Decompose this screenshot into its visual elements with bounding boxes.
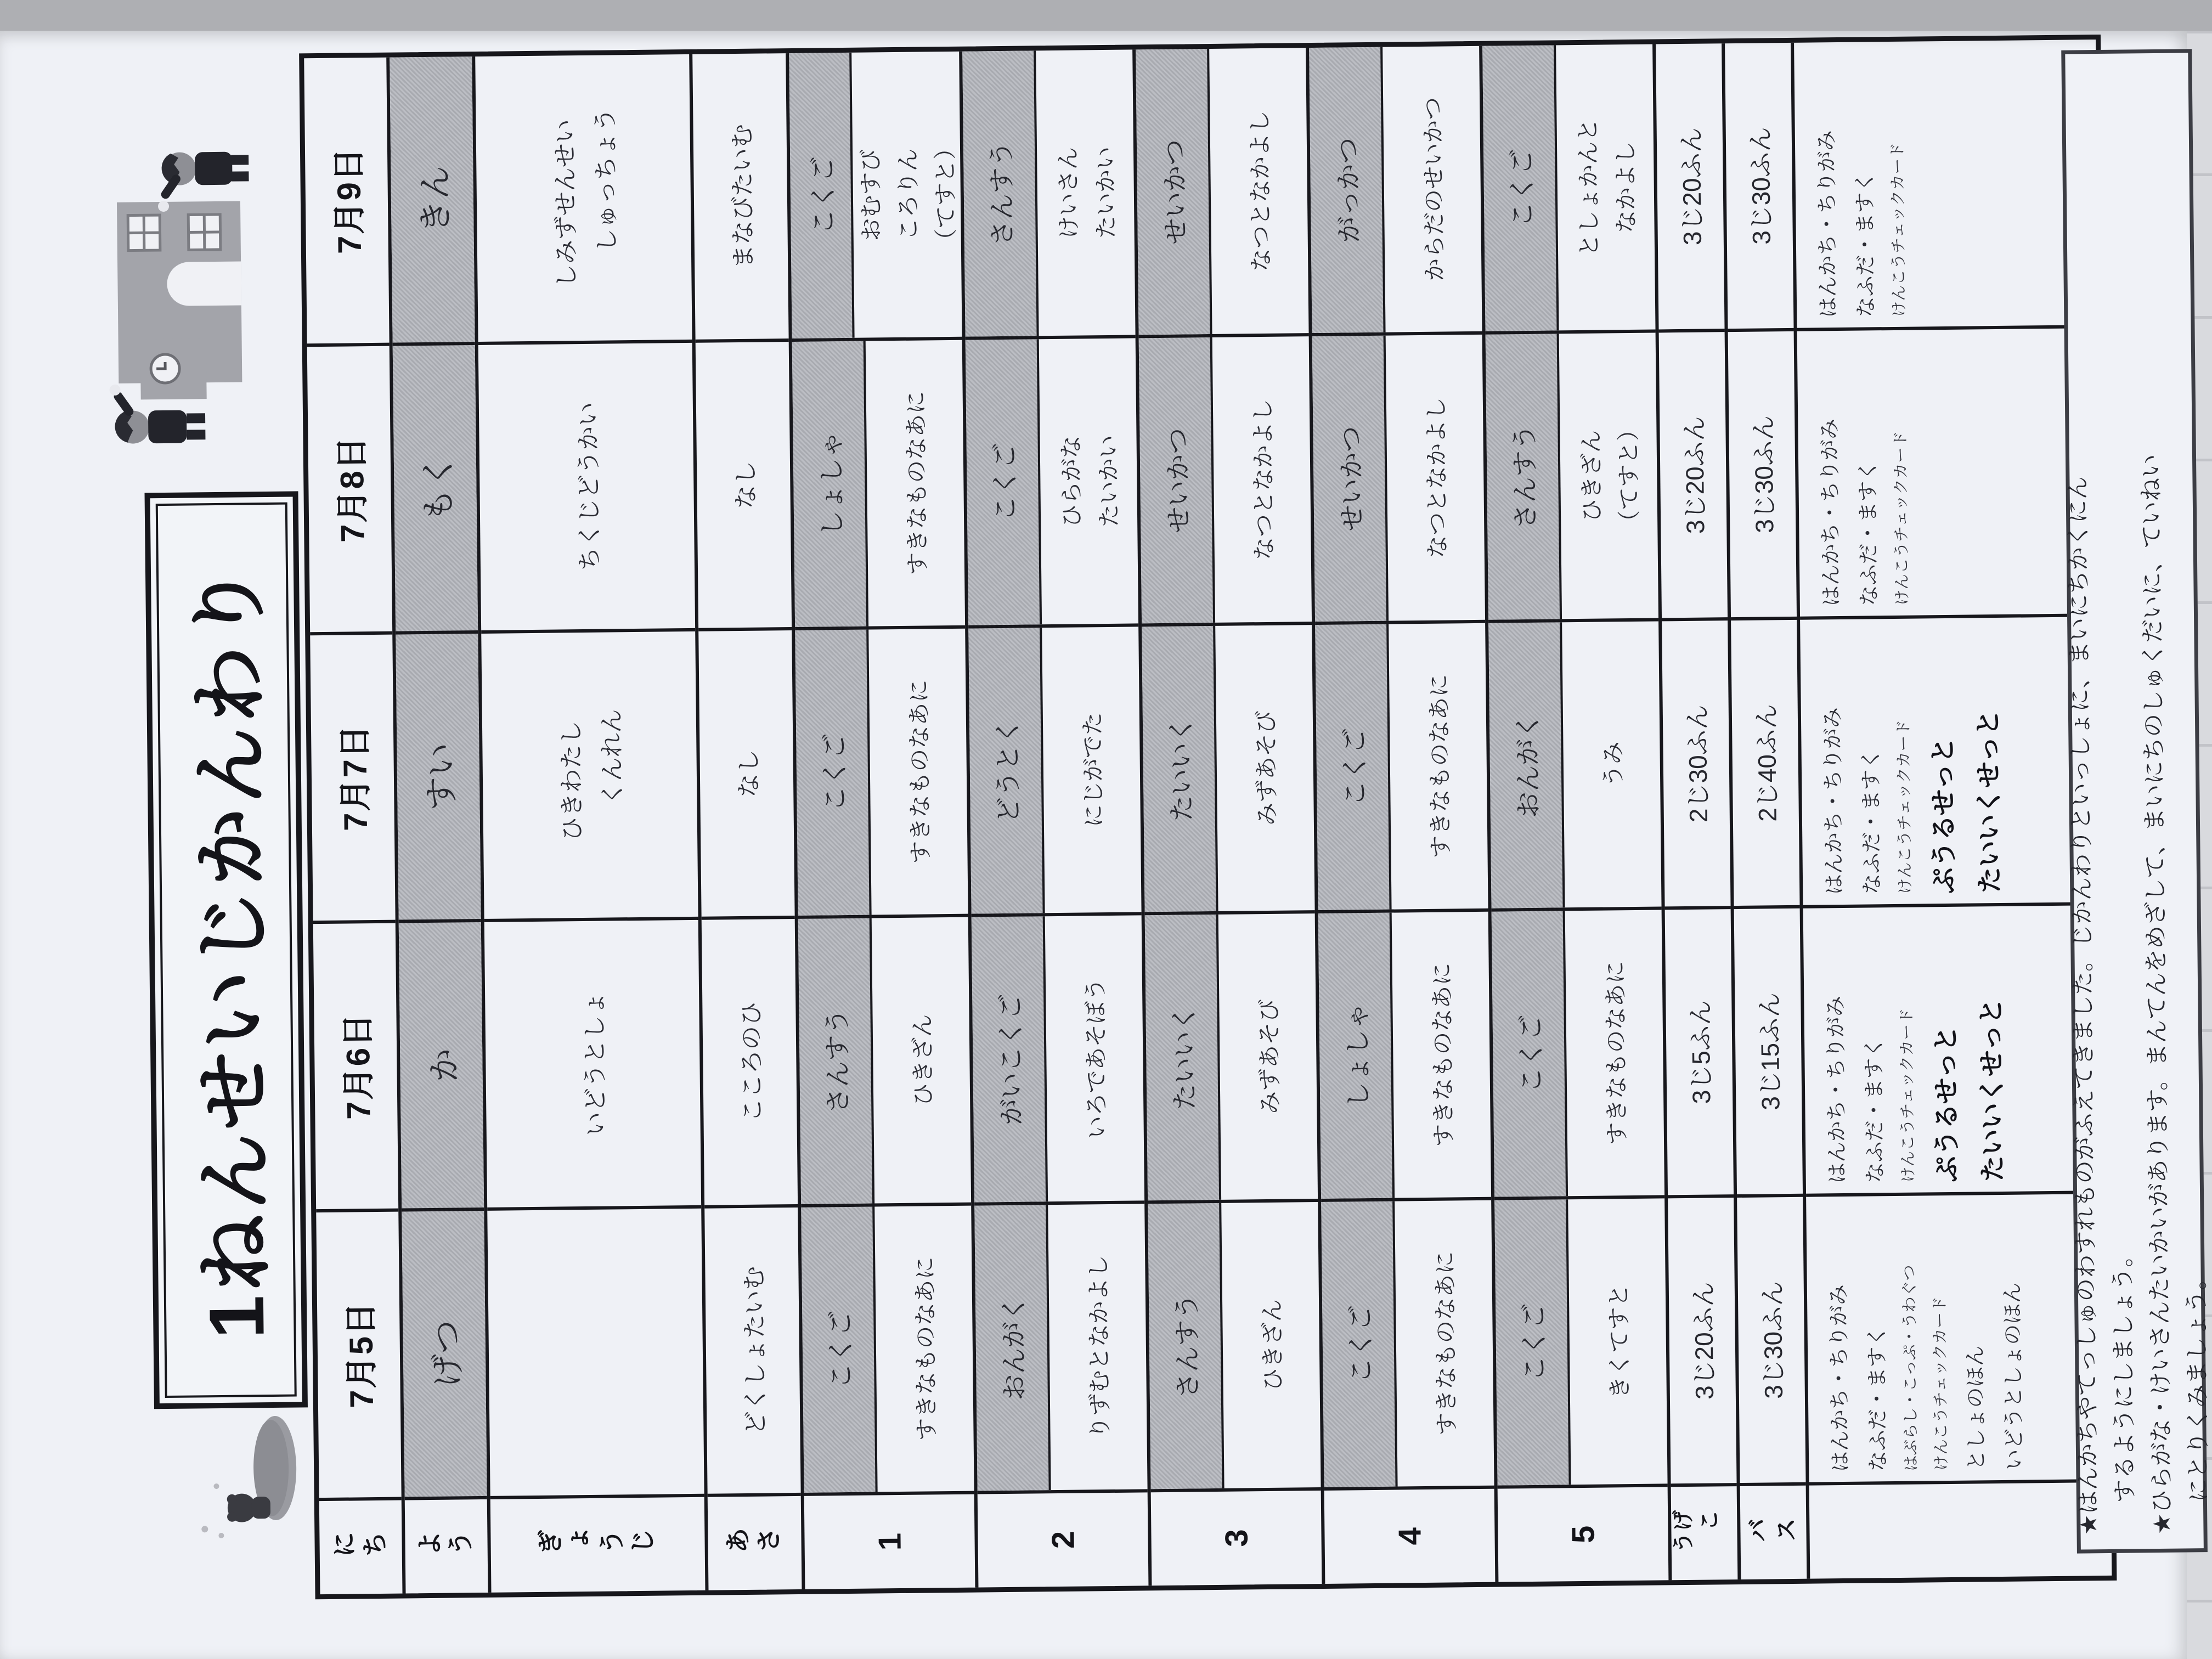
row-label-cell [708, 1496, 802, 1590]
subject: せいかつ [1312, 336, 1389, 622]
subject: どうとく [968, 628, 1045, 913]
subject: たいいく [1145, 915, 1221, 1200]
lesson-cell [1494, 1198, 1667, 1488]
row-label-cell: 5 [1565, 1525, 1601, 1544]
event-cell: いどうとしょ [484, 920, 701, 1211]
lesson-cell [1321, 1200, 1494, 1491]
topic: からだのせいかつ [1420, 97, 1448, 281]
belongings-cell: はんかち・ちりがみ なふだ・ますく けんこうチェックカード ぷうるせっと たいいくせっと [1800, 617, 2104, 909]
subject: しょしゃ [1318, 913, 1395, 1199]
lesson-cell [798, 917, 971, 1207]
topic: すきなものなあに [902, 391, 931, 575]
event-cell: ひきわたし くんれん [481, 631, 698, 922]
lesson-cell [1318, 912, 1491, 1202]
topic: きくてすと [1605, 1284, 1633, 1400]
morning-cell: まなびたいむ [692, 53, 788, 343]
lesson-cell [1136, 48, 1308, 338]
subject: がっかつ [1309, 47, 1385, 333]
footer-line: ★ひらがな・けいさんたいかいがあります。まんてんをめざして、まいにちのしゅくだいに、ていねい [2137, 454, 2176, 1535]
topic: ひらがな たいかい [1058, 435, 1122, 528]
subject: さんすう [798, 918, 874, 1204]
title-box-inner [156, 503, 297, 1398]
topic: すきなものなあに [912, 1256, 940, 1441]
lesson-cell [962, 49, 1135, 340]
topic: みずあそび [1256, 998, 1283, 1115]
morning-activity-row [692, 53, 805, 1590]
lesson-cell [1148, 1202, 1321, 1492]
belongings-cell: はんかち・ちりがみ なふだ・ますく けんこうチェックカード ぷうるせっと たいいくせっと [1803, 905, 2108, 1197]
corner-label: にち [330, 1532, 392, 1562]
topic: なつとなかよし [1249, 398, 1277, 561]
lesson-cell [1492, 910, 1664, 1200]
subject: せいかつ [1139, 337, 1215, 623]
period-5-row [1482, 44, 1672, 1582]
weekday-cell: すい [396, 634, 481, 923]
dismissal-time-cell: 2じ30ふん [1662, 620, 1731, 910]
topic: としょかんと なかよし [1575, 118, 1639, 257]
school-with-kids-icon [86, 124, 256, 466]
bus-time-cell: 3じ30ふん [1725, 43, 1794, 332]
timetable-grid [299, 35, 2117, 1599]
date-cell: 7月8日 [307, 346, 392, 636]
belongings-cell: はんかち・ちりがみ なふだ・ますく はぶらし・こっぷ・うわぐつ けんこうチェックカード としょのほん いどうとしょのほん [1806, 1194, 2111, 1486]
topic: なつとなかよし [1246, 110, 1274, 272]
bus-time-cell: 2じ40ふん [1731, 620, 1800, 909]
subject: こくご [1492, 911, 1568, 1197]
page-title: 1ねんせいじかんわり [185, 561, 281, 1340]
topic: おむすび ころりん （てすと） [857, 136, 959, 252]
lesson-cell [1315, 623, 1488, 913]
period-4-row [1309, 46, 1498, 1584]
row-label-cell: 1 [871, 1532, 908, 1551]
weekday-row [390, 57, 491, 1593]
dismissal-time-cell: 3じ5ふん [1665, 909, 1734, 1198]
weekday-cell: もく [393, 345, 478, 635]
topic: すきなものなあに [1432, 1251, 1460, 1436]
lesson-cell [966, 338, 1138, 628]
subject: こくご [1494, 1199, 1571, 1485]
subject: がいこくご [972, 916, 1048, 1202]
date-cell: 7月5日 [316, 1212, 401, 1502]
events-row-label: ぎょうじ [536, 1529, 659, 1560]
lesson-cell [1312, 335, 1485, 625]
subject: こくご [1482, 45, 1559, 331]
morning-cell: どくしょたいむ [704, 1207, 800, 1497]
subject: しょしゃ [792, 341, 868, 627]
subject: こくご [1321, 1201, 1397, 1487]
morning-cell: なし [698, 630, 794, 920]
subject: おんがく [974, 1205, 1051, 1491]
weekday-cell: きん [390, 57, 475, 346]
row-label-cell [1671, 1486, 1738, 1580]
event-cell: しみずせんせい しゅっちょう [475, 54, 692, 345]
subject: せいかつ [1136, 49, 1212, 335]
topic: ひきざん [909, 1014, 936, 1107]
morning-row-label: あさ [724, 1528, 786, 1558]
dismissal-time-cell: 3じ20ふん [1656, 43, 1725, 332]
footer-line: にとりくみましょう。 [2183, 1266, 2212, 1503]
topic: ひきざん [1259, 1299, 1286, 1392]
topic: みずあそび [1252, 710, 1280, 826]
row-label-cell-empty [1809, 1482, 2112, 1579]
subject: こくご [789, 53, 854, 338]
row-label-cell: 4 [1391, 1527, 1428, 1545]
topic: ひきざん （てすと） [1578, 417, 1643, 534]
bus-time-cell: 3じ30ふん [1737, 1197, 1806, 1486]
footer-line: するようにしましょう。 [2109, 1243, 2138, 1503]
lesson-cell [968, 627, 1141, 917]
bus-time-cell: 3じ30ふん [1728, 331, 1797, 620]
topic: なつとなかよし [1423, 397, 1451, 558]
lesson-cell [972, 915, 1144, 1205]
date-cell: 7月7日 [310, 635, 395, 924]
topic: りずむとなかよし [1085, 1254, 1113, 1440]
lesson-cell [1309, 46, 1482, 336]
topic: すきなものなあに [906, 679, 934, 864]
row-label-cell [1740, 1486, 1807, 1579]
lesson-cell [1488, 621, 1661, 911]
morning-cell: なし [696, 342, 792, 631]
topic: うみ [1600, 741, 1627, 788]
subject: さんすう [1148, 1203, 1224, 1489]
weekday-row-label: よう [415, 1531, 477, 1561]
topic: にじがでた [1079, 712, 1107, 828]
dismissal-row-label: げこう [1671, 1510, 1724, 1557]
timetable-document [3, 21, 2212, 1635]
row-label-cell: 2 [1045, 1531, 1081, 1549]
lesson-cell [789, 52, 962, 342]
lesson-cell [795, 629, 968, 919]
topic: すきなものなあに [1426, 674, 1454, 859]
footer-notice-box [2061, 49, 2212, 1553]
subject: こくご [801, 1206, 877, 1492]
topic: すきなものなあに [1602, 961, 1630, 1146]
date-cell: 7月9日 [304, 58, 389, 347]
period-3-row [1136, 48, 1325, 1585]
date-cell: 7月6日 [313, 923, 398, 1213]
events-row [475, 54, 708, 1593]
subject: こくご [1315, 624, 1391, 910]
lesson-cell [1142, 625, 1314, 915]
subject: こくご [966, 339, 1042, 625]
title-box [144, 491, 307, 1409]
bear-on-grass-icon [171, 1413, 307, 1551]
morning-cell: こころのひ [702, 919, 798, 1209]
footer-line: ★はんかちやてっしゅのわすれものがふえてきました。じかんわりといっしょに、まいにちかくにん [2064, 476, 2102, 1536]
subject: おんがく [1488, 622, 1565, 908]
row-label-cell: 3 [1218, 1529, 1255, 1548]
bus-time-cell: 3じ15ふん [1734, 909, 1803, 1198]
event-cell [487, 1209, 704, 1499]
lesson-cell [1145, 913, 1318, 1204]
corner-cell [319, 1500, 403, 1595]
topic: すきなものなあに [1429, 962, 1457, 1147]
lesson-cell [792, 340, 965, 630]
subject: たいいく [1142, 626, 1218, 912]
lesson-cell [801, 1206, 974, 1496]
dismissal-time-cell: 3じ20ふん [1668, 1198, 1737, 1487]
topic: いろであそぼう [1082, 978, 1110, 1139]
subject: さんすう [962, 50, 1039, 336]
dismissal-time-cell: 3じ20ふん [1659, 332, 1728, 621]
lesson-cell [974, 1204, 1147, 1494]
belongings-cell: はんかち・ちりがみ なふだ・ますく けんこうチェックカード [1797, 328, 2102, 620]
lesson-cell [1139, 336, 1312, 627]
belongings-cell: はんかち・ちりがみ なふだ・ますく けんこうチェックカード [1794, 40, 2098, 331]
period-2-row [962, 49, 1152, 1587]
row-label-cell [405, 1499, 488, 1594]
period-1-row [789, 52, 978, 1589]
subject: こくご [795, 630, 871, 916]
row-label-cell [490, 1497, 706, 1593]
weekday-cell: げつ [402, 1211, 487, 1500]
subject: さんすう [1486, 334, 1562, 619]
lesson-cell [1482, 44, 1655, 335]
bus-row-label: バス [1745, 1518, 1802, 1546]
date-header-row [304, 58, 405, 1594]
event-cell: ちくじどうかい [478, 343, 695, 634]
topic: けいさん たいかい [1054, 146, 1119, 239]
lesson-cell [1486, 333, 1658, 623]
weekday-cell: か [399, 922, 484, 1212]
